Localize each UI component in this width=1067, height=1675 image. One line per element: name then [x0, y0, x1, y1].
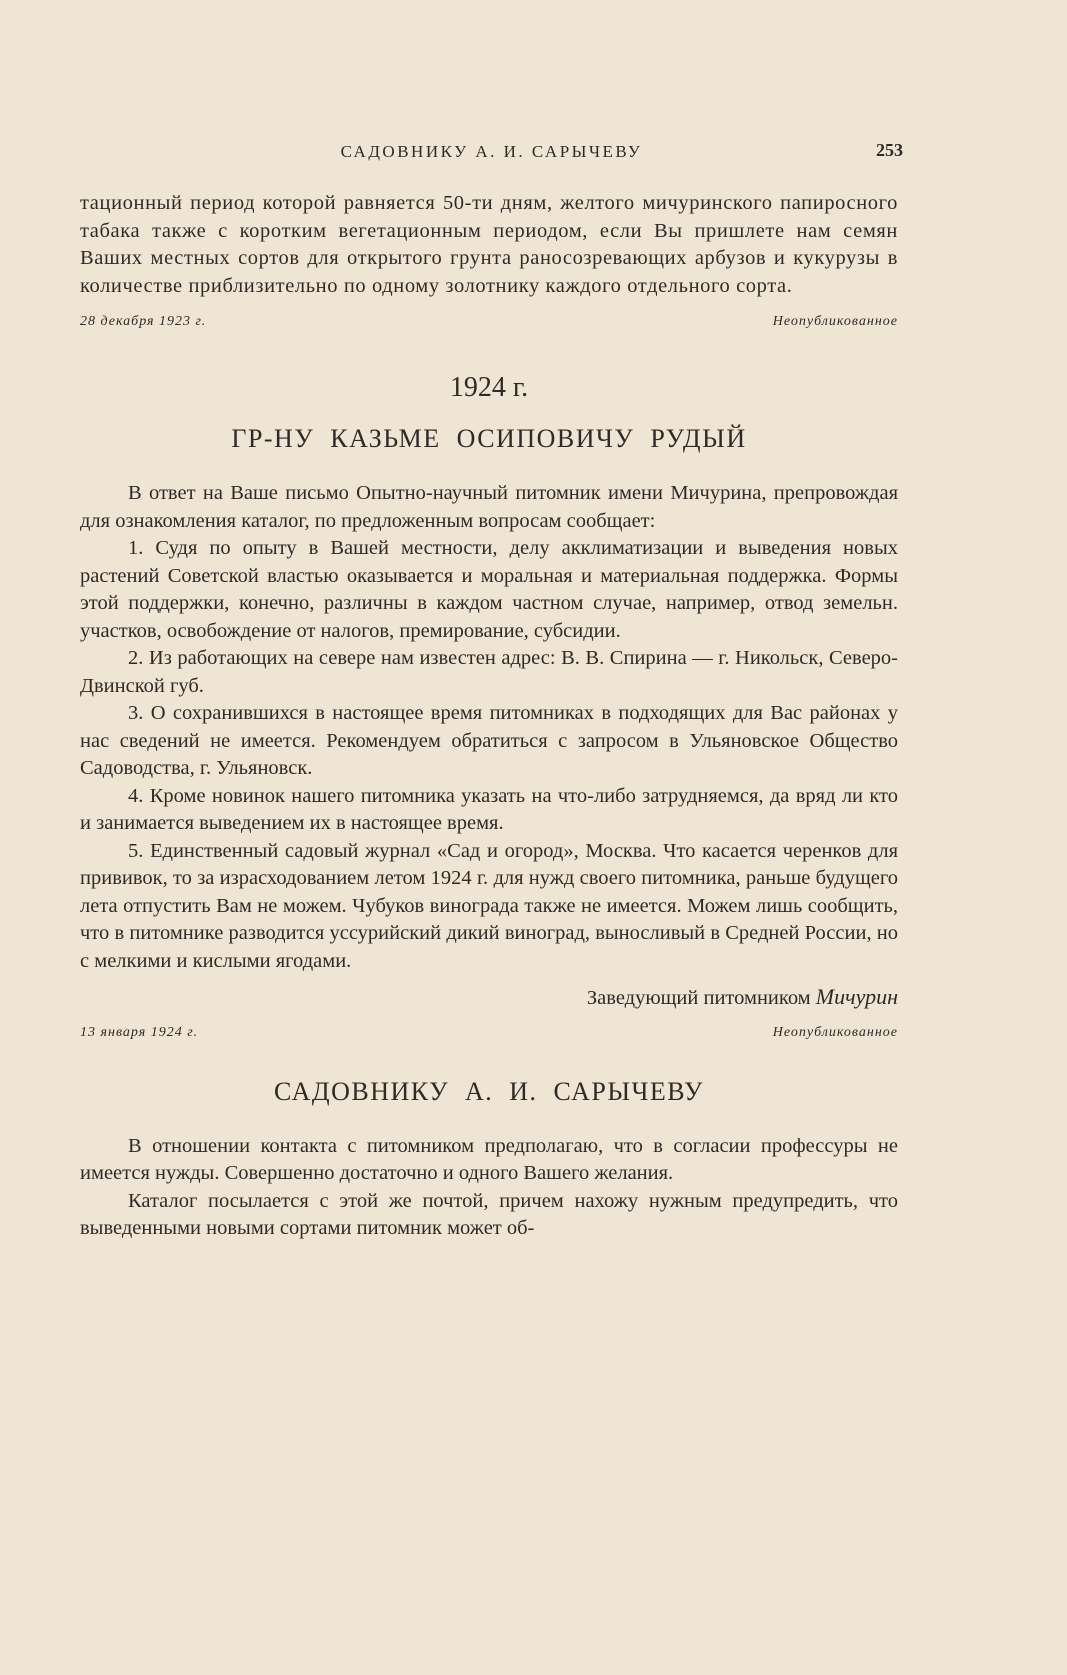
continued-paragraph: тационный период которой равняется 50-ти дням, желтого мичуринского папиросного табака также с коротким вегетационным периодом, если Вы пришлете нам семян Ваших местных сортов для открытого грунта раносозревающих арбузов и кукурузы в количестве приблизительно по одному золотнику каждого отдельного сорта. [80, 192, 898, 297]
signature-role: Заведующий питомником [586, 987, 811, 1009]
letter-body [80, 480, 898, 975]
paragraph: 1. Судя по опыту в Вашей местности, делу акклиматизации и выведения новых растений Советской властью оказывается и моральная и материальная поддержка. Формы этой поддержки, конечно, различны в каждом частном случае, например, отвод земельн. участков, освобождение от налогов, премирование, субсидии. [80, 537, 898, 642]
paragraph: Каталог посылается с этой же почтой, причем нахожу нужным предупредить, что выведенными новыми сортами питомник может об- [80, 1189, 898, 1239]
letter-date: 13 января 1924 г. [80, 1024, 199, 1040]
publication-note: Неопубликованное [772, 314, 898, 329]
dateline [80, 1025, 898, 1041]
paragraph: 2. Из работающих на севере нам известен адрес: В. В. Спирина — г. Никольск, Северо-Двинской губ. [80, 647, 898, 697]
paragraph: 4. Кроме новинок нашего питомника указать на что-либо затрудняемся, да вряд ли кто и занимается выведением их в настоящее время. [80, 784, 898, 834]
publication-note: Неопубликованное [772, 1024, 898, 1040]
running-header: САДОВНИКУ А. И. САРЫЧЕВУ [340, 142, 643, 161]
dateline [80, 314, 898, 330]
paragraph: В отношении контакта с питомником предполагаю, что в согласии профессуры не имеется нужды. Совершенно достаточно и одного Вашего желания. [80, 1134, 898, 1184]
year-heading: 1924 г. [449, 372, 529, 403]
paragraph: В ответ на Ваше письмо Опытно-научный питомник имени Мичурина, препровождая для ознакомления каталог, по предложенным вопросам сообщает: [80, 482, 898, 532]
page-number: 253 [876, 140, 903, 160]
letter-date: 28 декабря 1923 г. [80, 314, 207, 329]
paragraph: 3. О сохранившихся в настоящее время питомниках в подходящих для Вас районах у нас сведений не имеется. Рекомендуем обратиться с запросом в Ульяновское Общество Садоводства, г. Ульяновск. [80, 702, 898, 779]
paragraph: 5. Единственный садовый журнал «Сад и огород», Москва. Что касается черенков для прививок, то за израсходованием летом 1924 г. для нужд своего питомника, раньше будущего лета отпустить Вам не можем. Чубуков винограда также не имеется. Можем лишь сообщить, что в питомнике разводится уссурийский дикий виноград, выносливый в Средней России, но с мелкими и кислыми ягодами. [80, 839, 898, 972]
letter-body [80, 1133, 898, 1243]
signature [80, 983, 898, 1013]
page-content [80, 190, 898, 1243]
letter-heading: САДОВНИКУ А. И. САРЫЧЕВУ [274, 1076, 704, 1106]
letter-heading: ГР-НУ КАЗЬМЕ ОСИПОВИЧУ РУДЫЙ [231, 424, 747, 453]
signature-name: Мичурин [815, 984, 898, 1009]
